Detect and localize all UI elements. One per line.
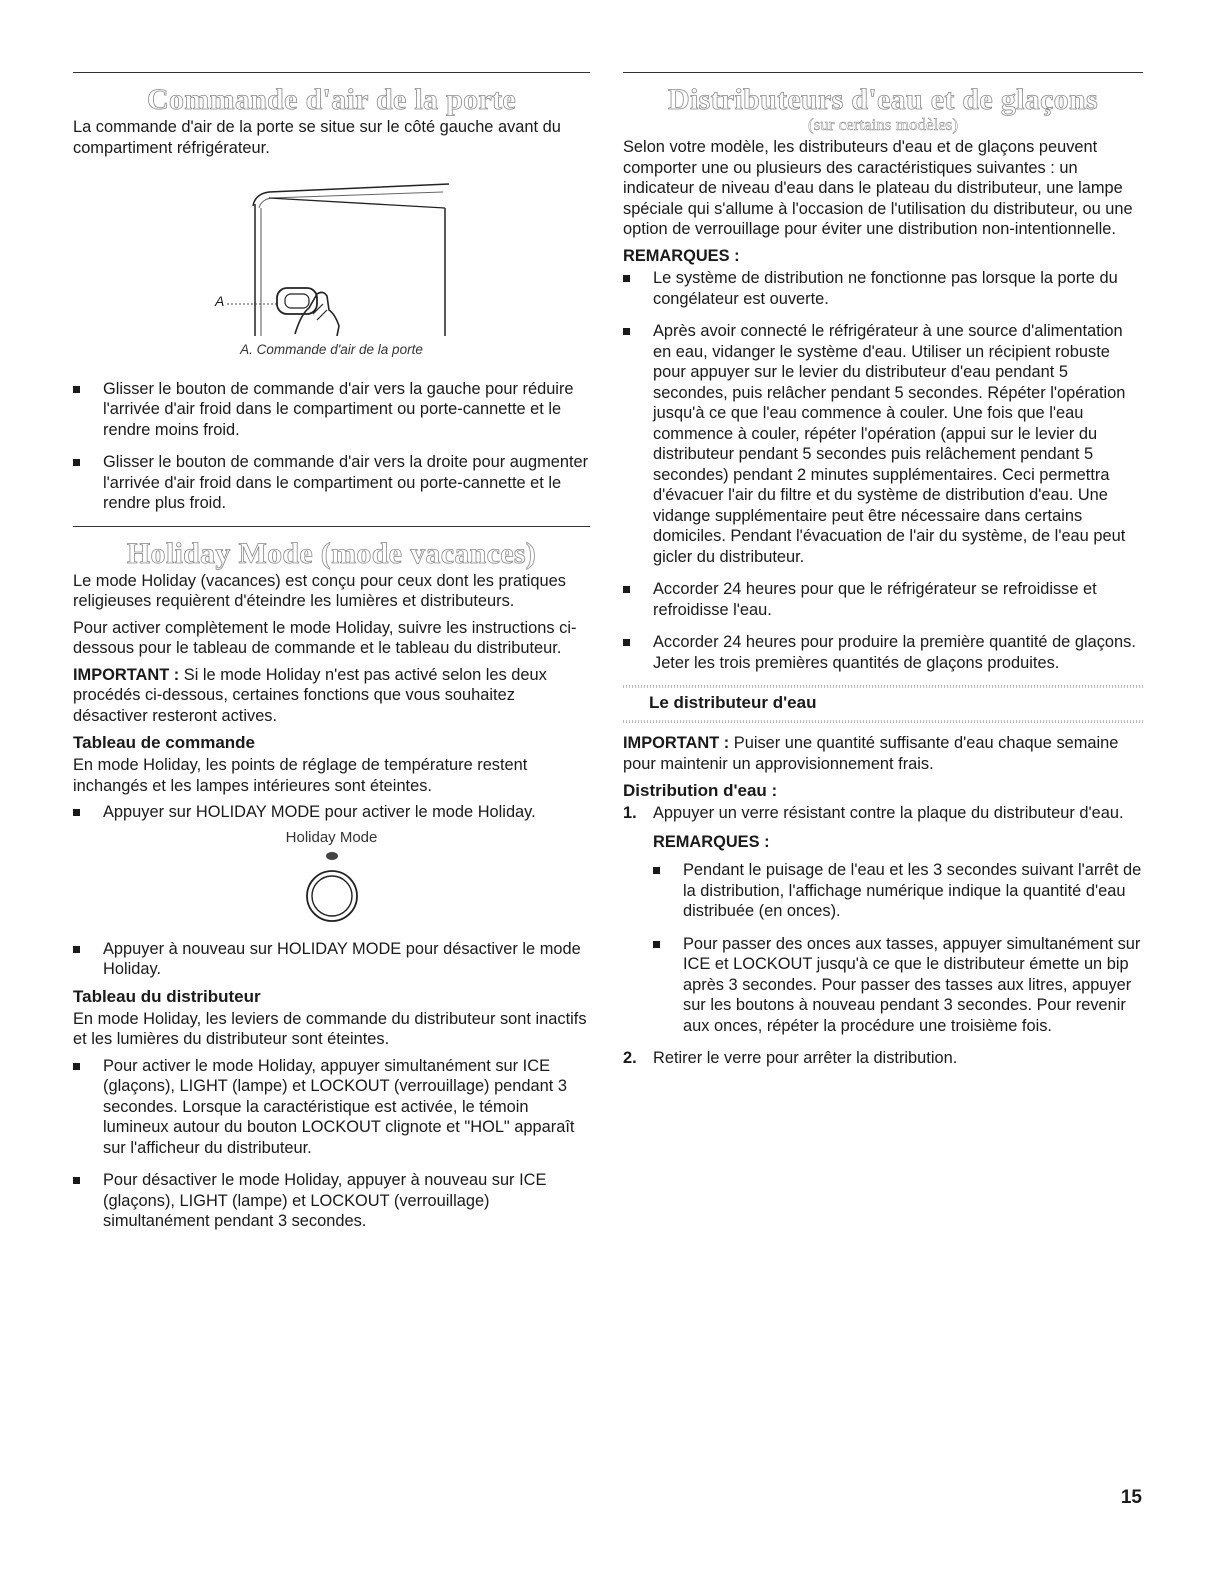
step-remarks-label: REMARQUES : [653,832,770,851]
dispensers-subtitle: (sur certains modèles) [807,115,959,134]
important-text: Si le mode Holiday n'est pas activé selon les deux procédés ci-dessous, certaines fonctions que vous souhaitez désactiver resteront actives. [73,665,547,725]
list-item: Pour passer des onces aux tasses, appuyer simultanément sur ICE et LOCKOUT jusqu'à ce que le distributeur émette un bip après 3 secondes. Pour passer des tasses aux litres, appuyer sur les boutons à nouveau pendant 3 secondes. Pour revenir aux onces, répéter la procédure une troisième fois. [653,934,1143,1037]
holiday-mode-button-label: Holiday Mode [285,828,378,846]
list-item: Le système de distribution ne fonctionne pas lorsque la porte du congélateur est ouverte. [623,268,1143,309]
dispensers-intro: Selon votre modèle, les distributeurs d'eau et de glaçons peuvent comporter une ou plusieurs des caractéristiques suivantes : un indicateur de niveau d'eau dans le plateau du distributeur, une lampe spéciale qui s'allume à l'occasion de l'utilisation du distributeur, ou une option de verrouillage pour éviter une distribution non-intentionnelle. [623,138,1133,238]
list-item: Appuyer sur HOLIDAY MODE pour activer le mode Holiday. [73,802,590,823]
list-item: Pendant le puisage de l'eau et les 3 secondes suivant l'arrêt de la distribution, l'affichage numérique indique la quantité d'eau distribuée (en onces). [653,860,1143,922]
holiday-important [73,665,590,727]
control-panel-text: En mode Holiday, les points de réglage de température restent inchangés et les lampes intérieures sont éteintes. [73,756,528,795]
figure-label-a: A [215,293,225,309]
control-panel-heading: Tableau de commande [73,733,256,752]
dispenser-panel-bullets [73,1056,590,1232]
list-item: Accorder 24 heures pour que le réfrigérateur se refroidisse et refroidisse l'eau. [623,579,1143,620]
list-item: Pour activer le mode Holiday, appuyer simultanément sur ICE (glaçons), LIGHT (lampe) et LOCKOUT (verrouillage) pendant 3 secondes. Lorsque la caractéristique est activée, le témoin lumineux autour du bouton LOCKOUT clignote et "HOL" apparaît sur l'afficheur du distributeur. [73,1056,590,1159]
holiday-mode-button-icon [302,846,362,924]
figure-caption: A. Commande d'air de la porte [240,342,423,357]
section-rule [73,526,590,527]
door-air-control-figure [73,164,590,336]
dispensers-title: Distributeurs d'eau et de glaçons [668,83,1098,116]
remarks-label: REMARQUES : [623,246,740,265]
left-column [73,0,590,1244]
step-number: 2. [623,1049,637,1067]
water-dispenser-heading: Le distributeur d'eau [649,693,817,712]
control-panel-bullets [73,802,590,823]
remarks-list [623,268,1143,673]
step-text: Retirer le verre pour arrêter la distribution. [653,1049,958,1067]
air-control-bullets [73,379,590,514]
page-number: 15 [1120,1487,1142,1508]
air-control-title: Commande d'air de la porte [147,83,516,116]
list-item: Glisser le bouton de commande d'air vers la droite pour augmenter l'arrivée d'air froid dans le compartiment ou porte-cannette et le rendre plus froid. [73,452,590,514]
water-dispenser-banner [623,685,1143,723]
distribution-steps [623,803,1143,1069]
holiday-activation-text: Pour activer complètement le mode Holiday, suivre les instructions ci-dessous pour le tableau de commande et le tableau du distributeur. [73,618,577,657]
list-item: Glisser le bouton de commande d'air vers la gauche pour réduire l'arrivée d'air froid dans le compartiment ou porte-cannette et le rendre moins froid. [73,379,590,441]
control-panel-bullets-2 [73,939,590,980]
dispenser-panel-heading: Tableau du distributeur [73,986,261,1006]
step-remarks-list [653,860,1143,1036]
important-label: IMPORTANT : [623,734,730,752]
step-text: Appuyer un verre résistant contre la plaque du distributeur d'eau. [653,804,1124,822]
step-number: 1. [623,804,637,822]
water-distribution-heading: Distribution d'eau : [623,781,778,800]
list-item: Accorder 24 heures pour produire la première quantité de glaçons. Jeter les trois premières quantités de glaçons produites. [623,632,1143,673]
holiday-intro: Le mode Holiday (vacances) est conçu pour ceux dont les pratiques religieuses requièrent d'éteindre les lumières et distributeurs. [73,571,566,610]
water-important [623,733,1143,774]
step-item [623,1048,1143,1069]
holiday-mode-figure [73,829,590,929]
right-column [623,0,1143,1075]
list-item: Pour désactiver le mode Holiday, appuyer à nouveau sur ICE (glaçons), LIGHT (lampe) et LOCKOUT (verrouillage) simultanément pendant 3 secondes. [73,1170,590,1232]
list-item: Après avoir connecté le réfrigérateur à une source d'alimentation en eau, vidanger le système d'eau. Utiliser un récipient robuste pour appuyer sur le levier du distributeur d'eau pendant 5 secondes, puis relâcher pendant 5 secondes. Répéter l'opération jusqu'à ce que l'eau commence à couler. Une fois que l'eau commence à couler, répéter l'opération (appui sur le levier du distributeur pendant 5 secondes puis relâchement pendant 5 secondes) pendant 2 minutes supplémentaires. Ceci permettra d'évacuer l'air du filtre et du système de distribution d'eau. Une vidange supplémentaire peut être nécessaire dans certains domiciles. Pendant l'évacuation de l'air du système, de l'eau peut gicler du distributeur. [623,321,1143,567]
important-label: IMPORTANT : [73,665,180,684]
section-rule [73,72,590,73]
dispenser-panel-text: En mode Holiday, les leviers de commande du distributeur sont inactifs et les lumières du distributeur sont éteintes. [73,1009,587,1048]
air-control-intro: La commande d'air de la porte se situe sur le côté gauche avant du compartiment réfrigérateur. [73,118,561,157]
important-text: Puiser une quantité suffisante d'eau chaque semaine pour maintenir un approvisionnement frais. [623,734,1119,773]
door-illustration [73,164,590,336]
section-rule [623,72,1143,73]
step-item [623,803,1143,1036]
list-item: Appuyer à nouveau sur HOLIDAY MODE pour désactiver le mode Holiday. [73,939,590,980]
holiday-mode-title: Holiday Mode (mode vacances) [126,536,537,570]
